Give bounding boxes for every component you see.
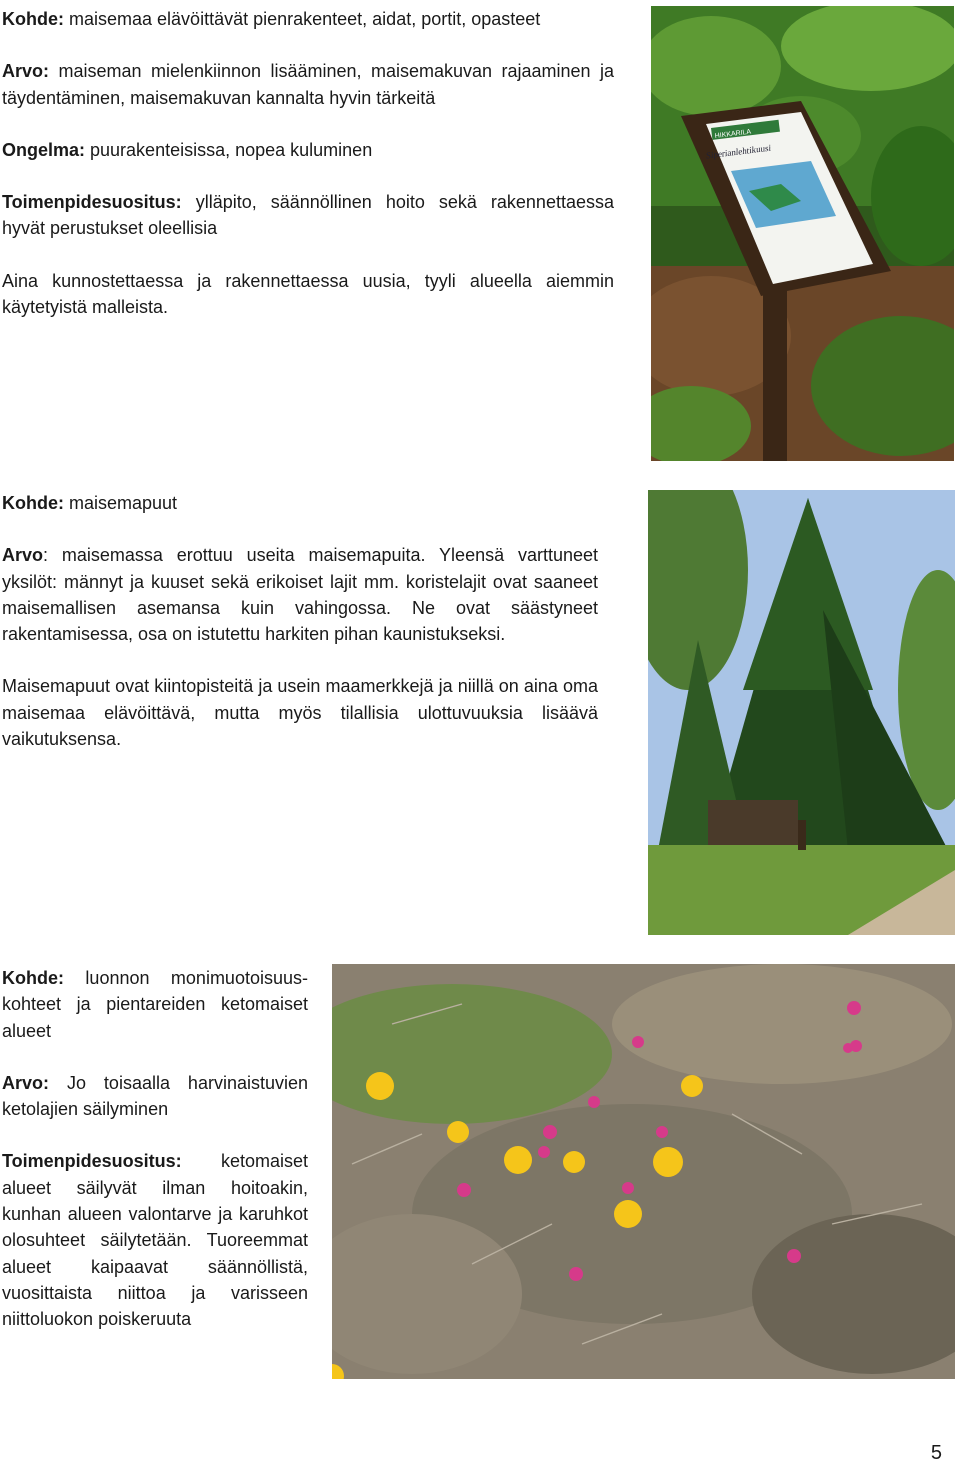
paragraph-target: Kohde: maisemaa elävöittävät pienrakenteet, aidat, portit, opasteet [2,9,541,29]
paragraph-value: Arvo: Jo toisaalla harvinaistuvien ketolajien säilyminen [2,1072,308,1120]
section-biodiversity [2,965,308,1333]
spruce-trees-image [648,490,955,935]
label: Kohde: [2,9,64,29]
paragraph-problem: Ongelma: puurakenteisissa, nopea kuluminen [2,139,373,160]
page-number: 5 [930,1442,942,1464]
label: Kohde: [2,968,64,988]
paragraph-note: Maisemapuut ovat kiintopisteitä ja usein maamerkkejä ja niillä on aina oma maisemaa elävöittävä, mutta myös tilallisia ulottuvuuksia lisäävä vaikutuksensa. [2,676,598,750]
meadow-flowers-image [332,964,955,1379]
label: Ongelma: [2,139,86,160]
section-structures [2,6,614,320]
label: Arvo: [2,1072,50,1093]
sign-title: Siperianlehtikuusi [706,142,772,161]
label: Toimenpidesuositus: [2,1151,182,1172]
photo-spruce-trees [648,490,955,935]
paragraph-recommendation: Toimenpidesuositus: ylläpito, säännöllinen hoito sekä rakennettaessa hyvät perustukset oleellisia [2,192,614,239]
label: Kohde: [2,493,64,513]
label: Arvo: [2,61,50,82]
photo-info-sign [651,6,954,461]
paragraph-value: Arvo: maisemassa erottuu useita maisemapuita. Yleensä varttuneet yksilöt: männyt ja kuuset sekä erikoiset lajit mm. koristelajit ovat saaneet maisemallisen asemansa kuin vahingossa. Ne ovat säästyneet rakentamisessa, osa on istutettu harkiten pihan kaunistukseksi. [2,545,598,645]
info-sign-image [651,6,954,461]
photo-meadow-flowers [332,964,955,1379]
paragraph-target: Kohde: maisemapuut [2,493,178,513]
paragraph-recommendation: Toimenpidesuositus: ketomaiset alueet säilyvät ilman hoitoakin, kunhan alueen valontarve ja karuhkot olosuhteet säilytetään. Tuoreemmat alueet kaipaavat säännöllistä, vuosittaista niittoa ja varisseen niittoluokon poiskeruuta [2,1151,308,1330]
paragraph-note: Aina kunnostettaessa ja rakennettaessa uusia, tyyli alueella aiemmin käytetyistä malleista. [2,270,614,318]
paragraph-value: Arvo: maiseman mielenkiinnon lisääminen, maisemakuvan rajaaminen ja täydentäminen, maisemakuvan kannalta hyvin tärkeitä [2,61,614,108]
paragraph-target: Kohde: luonnon monimuotoisuuskohteet ja pientareiden ketomaiset alueet [2,968,308,1041]
sign-header: HIKKARILA [714,128,752,140]
label: Arvo [2,545,44,566]
section-landscape-trees [2,490,598,752]
label: Toimenpidesuositus: [2,192,182,213]
